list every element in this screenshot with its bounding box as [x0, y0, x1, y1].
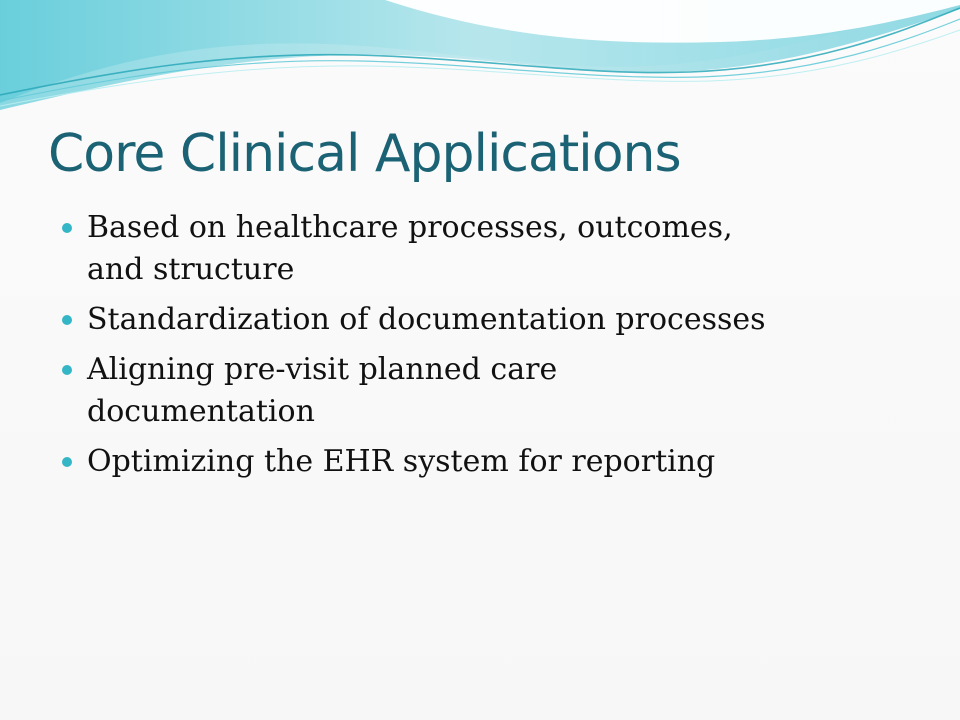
bullet-text: Aligning pre-visit planned care documentation — [87, 352, 558, 429]
bullet-text: Standardization of documentation processes — [87, 302, 766, 337]
decorative-wave-header — [0, 0, 960, 120]
circle-bullet-icon — [62, 457, 72, 467]
slide-title: Core Clinical Applications — [48, 124, 681, 184]
bullet-list — [62, 207, 882, 491]
bullet-item — [62, 299, 882, 341]
bullet-text: Optimizing the EHR system for reporting — [87, 444, 716, 479]
bullet-item — [62, 207, 882, 291]
bullet-item — [62, 441, 882, 483]
circle-bullet-icon — [62, 315, 72, 325]
bullet-text: Based on healthcare processes, outcomes, and structure — [87, 210, 733, 287]
circle-bullet-icon — [62, 223, 72, 233]
bullet-item — [62, 349, 882, 433]
circle-bullet-icon — [62, 365, 72, 375]
